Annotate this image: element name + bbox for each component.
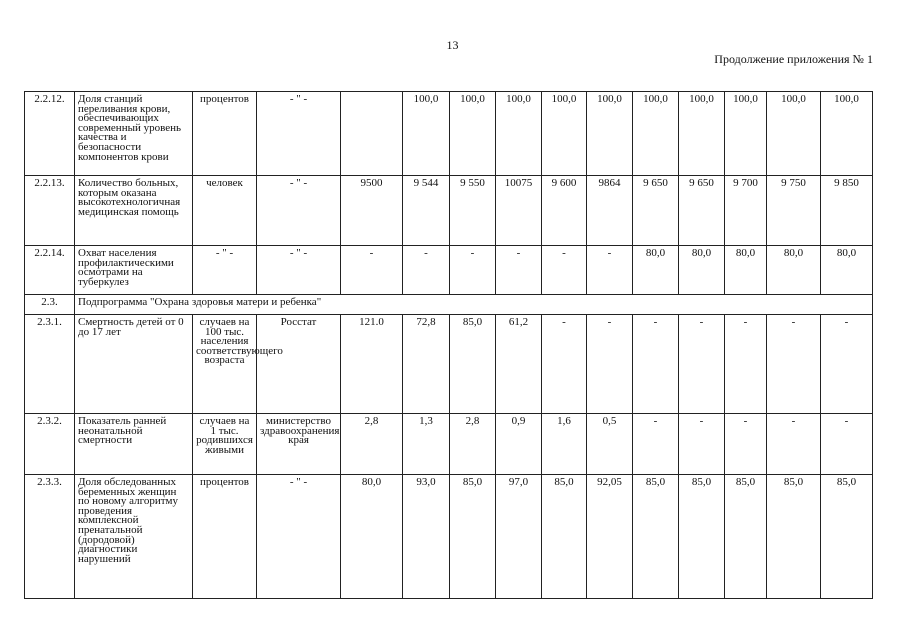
row-value: -	[403, 246, 450, 295]
table-row	[25, 475, 873, 599]
row-value: 80,0	[341, 475, 403, 599]
table-row	[25, 92, 873, 176]
row-source: - " -	[257, 475, 341, 599]
page-number: 13	[446, 38, 459, 52]
row-unit: человек	[193, 176, 257, 246]
row-value: -	[679, 414, 725, 475]
row-value: 9 700	[725, 176, 767, 246]
indicator-table	[24, 91, 873, 599]
row-value: -	[542, 315, 587, 414]
row-unit: случаев на 100 тыс. населения соответствующего возраста	[193, 315, 257, 414]
row-source: - " -	[257, 176, 341, 246]
row-value: 85,0	[633, 475, 679, 599]
row-value: 80,0	[725, 246, 767, 295]
row-value: -	[587, 315, 633, 414]
row-value: 92,05	[587, 475, 633, 599]
row-value: 85,0	[450, 475, 496, 599]
row-value: 85,0	[450, 315, 496, 414]
row-value: 9 544	[403, 176, 450, 246]
row-value: 10075	[496, 176, 542, 246]
row-name: Количество больных, которым оказана высокотехнологичная медицинская помощь	[75, 176, 193, 246]
row-value: 100,0	[542, 92, 587, 176]
row-value: 97,0	[496, 475, 542, 599]
table-row	[25, 414, 873, 475]
row-value: 9 850	[821, 176, 873, 246]
row-value: -	[633, 414, 679, 475]
row-value: 100,0	[821, 92, 873, 176]
row-value: -	[725, 414, 767, 475]
row-name: Доля обследованных беременных женщин по новому алгоритму проведения комплексной пренатальной (дородовой) диагностики нарушений	[75, 475, 193, 599]
table-row	[25, 246, 873, 295]
row-code: 2.2.14.	[25, 246, 75, 295]
table-row	[25, 315, 873, 414]
row-value: -	[542, 246, 587, 295]
row-value: 9 650	[679, 176, 725, 246]
subprogram-code: 2.3.	[25, 295, 75, 315]
row-source: - " -	[257, 246, 341, 295]
row-name: Смертность детей от 0 до 17 лет	[75, 315, 193, 414]
row-value: 100,0	[587, 92, 633, 176]
row-value: 85,0	[679, 475, 725, 599]
row-value: 85,0	[542, 475, 587, 599]
row-code: 2.2.12.	[25, 92, 75, 176]
subprogram-title: Подпрограмма "Охрана здоровья матери и ребенка"	[75, 295, 873, 315]
subprogram-row	[25, 295, 873, 315]
continuation-label: Продолжение приложения № 1	[714, 52, 873, 66]
row-value: 9 650	[633, 176, 679, 246]
row-value: 100,0	[767, 92, 821, 176]
row-value: 9 750	[767, 176, 821, 246]
row-source: Росстат	[257, 315, 341, 414]
row-value: 100,0	[403, 92, 450, 176]
row-value	[341, 92, 403, 176]
row-unit: случаев на 1 тыс. родившихся живыми	[193, 414, 257, 475]
row-value: 80,0	[633, 246, 679, 295]
row-unit: процентов	[193, 92, 257, 176]
row-value: 85,0	[821, 475, 873, 599]
row-value: 80,0	[821, 246, 873, 295]
row-value: 100,0	[679, 92, 725, 176]
row-value: 100,0	[450, 92, 496, 176]
row-unit: - " -	[193, 246, 257, 295]
row-code: 2.2.13.	[25, 176, 75, 246]
row-value: 0,5	[587, 414, 633, 475]
row-value: 2,8	[341, 414, 403, 475]
row-value: 100,0	[496, 92, 542, 176]
row-value: 9 550	[450, 176, 496, 246]
row-value: 9 600	[542, 176, 587, 246]
row-value: -	[496, 246, 542, 295]
row-value: -	[821, 315, 873, 414]
row-value: -	[341, 246, 403, 295]
row-value: 2,8	[450, 414, 496, 475]
row-value: 121.0	[341, 315, 403, 414]
row-value: 93,0	[403, 475, 450, 599]
row-value: -	[725, 315, 767, 414]
row-value: 0,9	[496, 414, 542, 475]
row-source: министерство здравоохранения края	[257, 414, 341, 475]
row-value: 80,0	[679, 246, 725, 295]
row-value: 80,0	[767, 246, 821, 295]
row-value: 9864	[587, 176, 633, 246]
row-value: -	[633, 315, 679, 414]
row-value: 61,2	[496, 315, 542, 414]
row-value: 9500	[341, 176, 403, 246]
row-value: -	[821, 414, 873, 475]
row-unit: процентов	[193, 475, 257, 599]
row-code: 2.3.2.	[25, 414, 75, 475]
row-value: 100,0	[633, 92, 679, 176]
row-value: 1,6	[542, 414, 587, 475]
row-code: 2.3.3.	[25, 475, 75, 599]
row-name: Показатель ранней неонатальной смертности	[75, 414, 193, 475]
row-value: 72,8	[403, 315, 450, 414]
row-value: 100,0	[725, 92, 767, 176]
row-value: -	[767, 315, 821, 414]
row-value: 85,0	[767, 475, 821, 599]
row-value: -	[587, 246, 633, 295]
row-value: -	[679, 315, 725, 414]
row-value: 1,3	[403, 414, 450, 475]
row-code: 2.3.1.	[25, 315, 75, 414]
row-value: -	[767, 414, 821, 475]
row-source: - " -	[257, 92, 341, 176]
row-value: 85,0	[725, 475, 767, 599]
table-row	[25, 176, 873, 246]
row-name: Доля станций переливания крови, обеспечивающих современный уровень качества и безопасности компонентов крови	[75, 92, 193, 176]
row-value: -	[450, 246, 496, 295]
row-name: Охват населения профилактическими осмотрами на туберкулез	[75, 246, 193, 295]
